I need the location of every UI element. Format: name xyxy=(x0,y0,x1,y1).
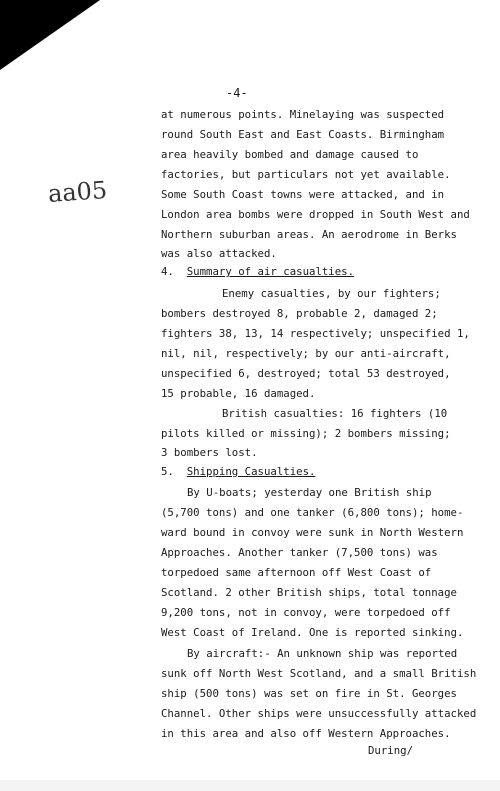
paragraph-line: Approaches. Another tanker (7,500 tons) was xyxy=(161,546,438,559)
intro-line: at numerous points. Minelaying was suspected xyxy=(161,108,445,121)
intro-line: Some South Coast towns were attacked, and in xyxy=(161,188,445,201)
intro-line: was also attacked. xyxy=(161,247,277,260)
section-title: Shipping Casualties. xyxy=(186,465,316,478)
section-number: 5. xyxy=(161,465,174,478)
intro-line: factories, but particulars not yet available. xyxy=(161,168,451,181)
paragraph-line: nil, nil, respectively; by our anti-aircraft, xyxy=(161,347,451,360)
paragraph-line: Enemy casualties, by our fighters; xyxy=(222,287,441,300)
intro-line: Northern suburban areas. An aerodrome in Berks xyxy=(161,228,457,241)
intro-line: round South East and East Coasts. Birmingham xyxy=(161,128,445,141)
paragraph-line: pilots killed or missing); 2 bombers missing; xyxy=(161,427,451,440)
paragraph-line: Scotland. 2 other British ships, total tonnage xyxy=(161,586,457,599)
paragraph-line: By U-boats; yesterday one British ship xyxy=(187,486,432,499)
paragraph-line: ship (500 tons) was set on fire in St. Georges xyxy=(161,687,457,700)
paragraph-line: 3 bombers lost. xyxy=(161,446,258,459)
paragraph-line: 15 probable, 16 damaged. xyxy=(161,387,316,400)
paragraph-line: By aircraft:- An unknown ship was reported xyxy=(187,647,458,660)
paragraph-line: 9,200 tons, not in convoy, were torpedoed off xyxy=(161,606,451,619)
section-number: 4. xyxy=(161,265,174,278)
paragraph-line: bombers destroyed 8, probable 2, damaged 2; xyxy=(161,307,438,320)
paragraph-line: sunk off North West Scotland, and a small British xyxy=(161,667,477,680)
scan-bottom-edge xyxy=(0,780,500,791)
section-heading xyxy=(161,265,354,279)
paragraph-line: fighters 38, 13, 14 respectively; unspecified 1, xyxy=(161,327,470,340)
paragraph-line: West Coast of Ireland. One is reported sinking. xyxy=(161,626,464,639)
intro-line: area heavily bombed and damage caused to xyxy=(161,148,419,161)
paragraph-line: unspecified 6, destroyed; total 53 destroyed, xyxy=(161,367,451,380)
paragraph-line: ward bound in convoy were sunk in North Western xyxy=(161,526,464,539)
intro-line: London area bombs were dropped in South West and xyxy=(161,208,470,221)
paragraph-line: (5,700 tons) and one tanker (6,800 tons); home- xyxy=(161,506,464,519)
handwritten-margin-note: aa05 xyxy=(47,175,109,209)
scan-corner-shadow xyxy=(0,0,100,70)
catchword: During/ xyxy=(368,744,414,757)
page-number: -4- xyxy=(226,86,248,100)
section-title: Summary of air casualties. xyxy=(186,265,355,278)
section-heading xyxy=(161,465,315,479)
paragraph-line: Channel. Other ships were unsuccessfully attacked xyxy=(161,707,477,720)
paragraph-line: torpedoed same afternoon off West Coast of xyxy=(161,566,432,579)
paragraph-line: in this area and also off Western Approaches. xyxy=(161,727,451,740)
paragraph-line: British casualties: 16 fighters (10 xyxy=(222,407,448,420)
